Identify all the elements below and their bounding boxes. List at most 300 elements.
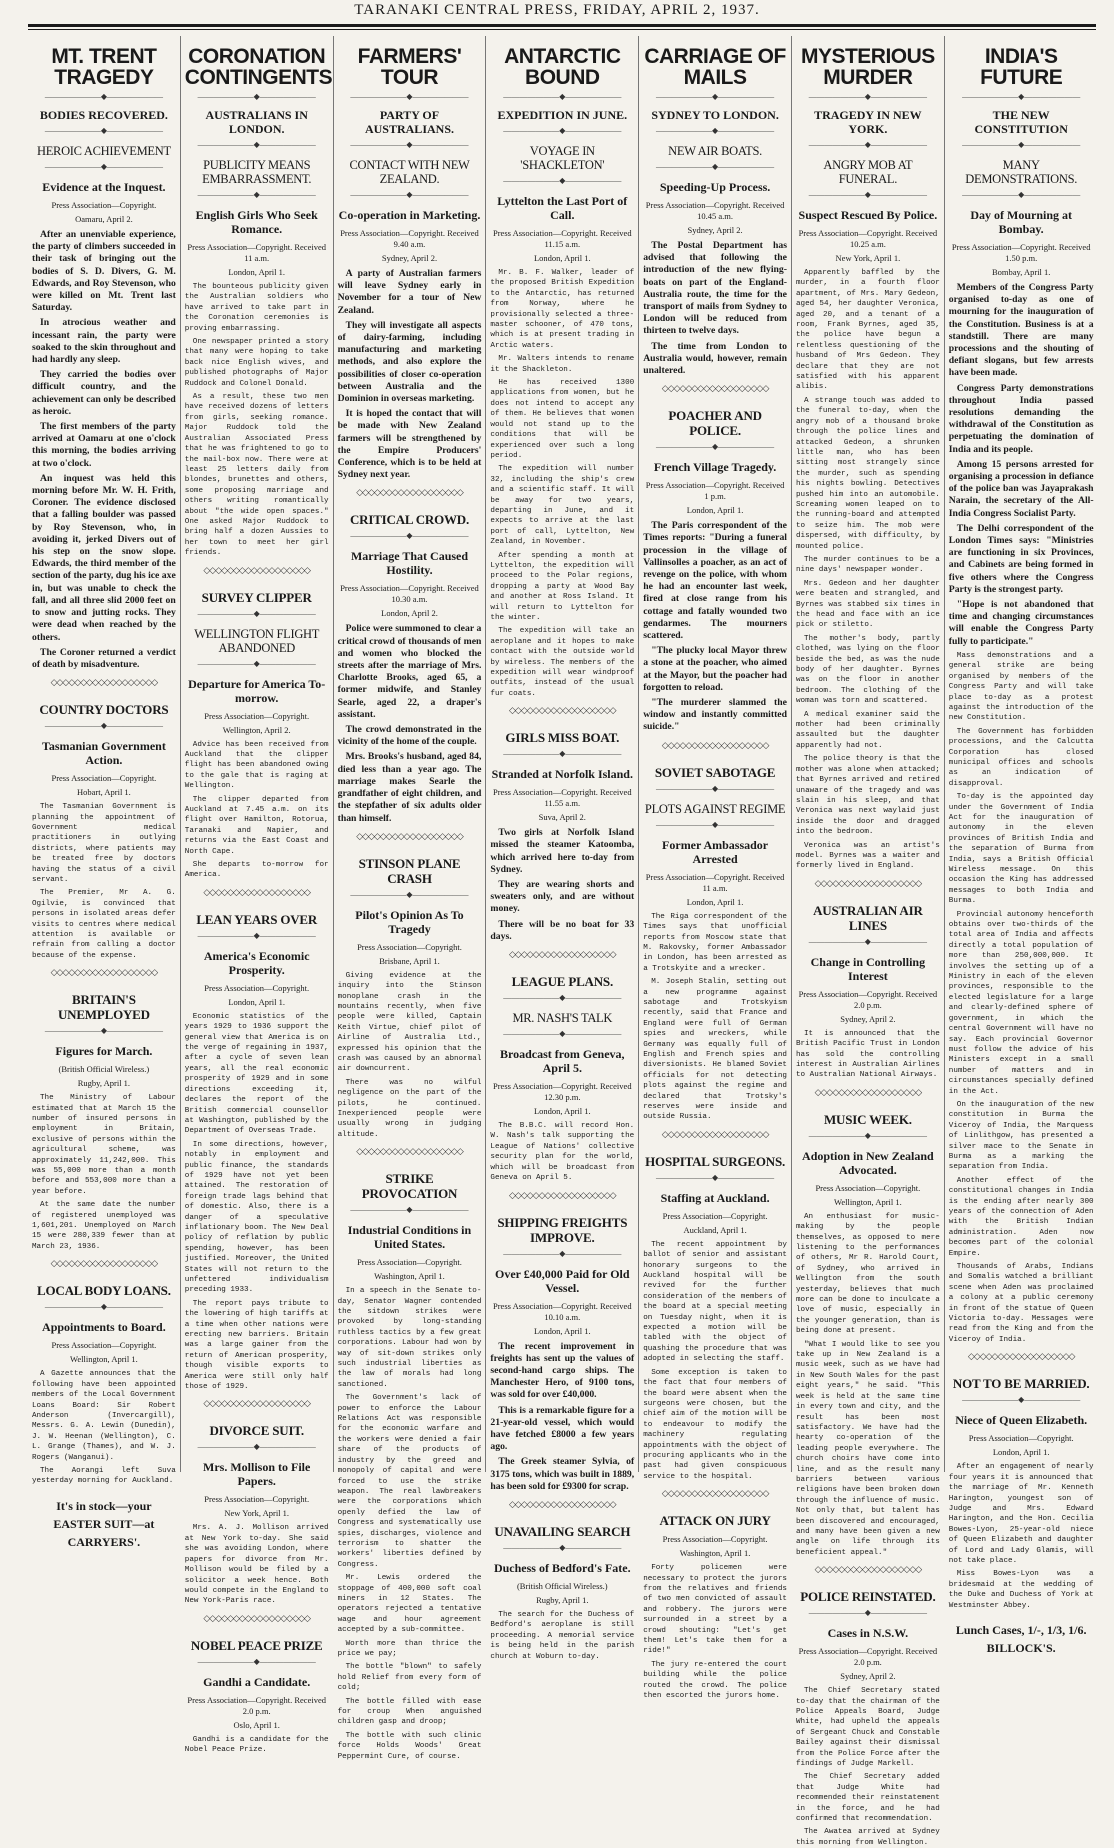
paragraph: On the inauguration of the new constitution in Burma the Viceroy of India, the Marquess of Linlithgow, has presented a silver mace to the Senate in Burma as a marking the separation from India. bbox=[948, 1100, 1094, 1172]
paragraph: The bounteous publicity given the Australian soldiers who have arrived to take part in the Coronation ceremonies is proving embarrassing. bbox=[184, 283, 329, 333]
dateline-place: London, April 1. bbox=[228, 267, 286, 277]
dateline-place: Sydney, April 2. bbox=[381, 253, 438, 263]
byline: Press Association—Copyright. Received 11 a.m. bbox=[187, 242, 326, 263]
paragraph: The Delhi correspondent of the London Times says: "Ministries are functioning in six Provinces, and Cabinets are being formed in five others where the Congress Party is the strongest party. bbox=[948, 522, 1094, 595]
headline: America's Economic Prosperity. bbox=[203, 948, 310, 977]
headline: Suspect Rescued By Police. bbox=[798, 208, 938, 222]
paragraph: The bottle with such clinic force Holds Woods' Great Peppermint Cure, of course. bbox=[337, 1731, 482, 1761]
paragraph: The expedition will take an aeroplane and it hopes to make contact with the outside world by wireless. The members of the expedition will wear windproof outfits, instead of the usual fur coats. bbox=[490, 627, 635, 698]
ornament-rule bbox=[949, 1395, 1094, 1405]
paragraph: The Riga correspondent of the Times says that unofficial reports from Moscow state that M. Rakovsky, former Ambassador in London, has been arrested as a Trotskyite and a wrecker. bbox=[643, 912, 787, 973]
ornament-rule bbox=[490, 749, 634, 759]
paragraph: Provincial autonomy henceforth obtains over two-thirds of the total area of India and affects directly a total population of more than 250,000,000. It involves the setting up of a Ministry in each of the eleven provinces, responsible to the elected legislature for a large and clearly-defined sphere of government, in which the central Government will have no say. Each provincial Governor must follow the advice of his Ministers except in a small number of matters and in circumstances specially defined in the Act. bbox=[948, 910, 1094, 1096]
paragraph: She departs to-morrow for America. bbox=[184, 861, 329, 880]
dateline-place: Sydney, April 2. bbox=[840, 1013, 896, 1024]
headline: WELLINGTON FLIGHT ABANDONED bbox=[194, 626, 320, 655]
byline: Press Association—Copyright. Received 11.55 a.m. bbox=[492, 787, 632, 809]
ornament-rule bbox=[338, 92, 482, 102]
byline: Press Association—Copyright. bbox=[357, 1257, 462, 1268]
ornament-rule bbox=[185, 140, 329, 150]
byline: Press Association—Copyright. Received 10.25 a.m. bbox=[798, 228, 938, 249]
paragraph: The Greek steamer Sylvia, of 3175 tons, which was built in 1889, has been sold for £9300 for scrap. bbox=[490, 1456, 635, 1492]
newspaper-columns bbox=[28, 36, 1098, 1847]
dateline-place: Rugby, April 1. bbox=[77, 1078, 131, 1089]
paragraph: Mrs. Gedeon and her daughter were beaten and strangled, and Byrnes was stabbed six times in the head and face with an ice pick or stiletto. bbox=[795, 579, 940, 630]
section-divider: ◇◇◇◇◇◇◇◇◇◇◇◇◇◇◇◇◇◇ bbox=[661, 383, 769, 394]
headline: Staffing at Auckland. bbox=[660, 1190, 770, 1205]
column bbox=[639, 36, 792, 1701]
dateline-place: London, April 1. bbox=[992, 1447, 1050, 1458]
headline: VOYAGE IN 'SHACKLETON' bbox=[520, 144, 605, 172]
headline: COUNTRY DOCTORS bbox=[39, 702, 169, 718]
paragraph: Mr. B. F. Walker, leader of the proposed British Expedition to the Antarctic, has returned from Norway, where he provisionally selected a three-master schooner, of 470 tons, which is at present trading in Arctic waters. bbox=[490, 269, 635, 350]
headline: LEAGUE PLANS. bbox=[511, 974, 613, 990]
paragraph: They are wearing shorts and sweaters only, and are without money. bbox=[490, 879, 635, 915]
dateline-place: Washington, April 1. bbox=[679, 1548, 751, 1559]
ornament-rule bbox=[490, 126, 634, 136]
paragraph: The bottle filled with ease for croup When anguished children gasp and droop; bbox=[337, 1697, 482, 1727]
headline: Day of Mourning at Bombay. bbox=[970, 208, 1073, 236]
ornament-rule bbox=[643, 126, 787, 136]
paragraph: Two girls at Norfolk Island missed the steamer Katoomba, which arrived here to-day from Sydney. bbox=[490, 827, 635, 875]
byline: (British Official Wireless.) bbox=[516, 1580, 608, 1591]
headline: STINSON PLANE CRASH bbox=[358, 855, 461, 886]
ornament-rule bbox=[490, 92, 634, 102]
ornament-rule bbox=[490, 1543, 634, 1553]
paragraph: In a speech in the Senate to-day, Senator Wagner contended the sitdown strikes were provoked by long-standing ruthless tactics by a few great corporations. Labour had won by way of sit-down strikes only such industrial liberties as the law of morals had long sanctioned. bbox=[337, 1287, 482, 1389]
paragraph: Giving evidence at the inquiry into the Stinson monoplane crash in the mountains recently, when five people were killed, Captain Keith Virtue, chief pilot of Airline of Australia Ltd., expressed his opinion that the crash was caused by an abnormal air downcurrent. bbox=[337, 971, 482, 1074]
paragraph: A Gazette announces that the following have been appointed members of the Local Government Loans Board: Sir Robert Anderson (Invercargill), Messrs. G. A. Lewin (Dunedin), J. W. Heenan (Wellington), C. L. Grange (Thames), and W. J. Rogers (Wanganui). bbox=[32, 1370, 176, 1462]
paragraph: It is announced that the British Pacific Trust in London has sold the controlling interest in Australian Airlines to Australian National Airways. bbox=[795, 1029, 940, 1080]
byline: Press Association—Copyright. Received 2.0 p.m. bbox=[187, 1694, 326, 1716]
section-divider: ◇◇◇◇◇◇◇◇◇◇◇◇◇◇◇◇◇◇ bbox=[508, 705, 616, 716]
paragraph: The jury re-entered the court building while the police routed the crowd. The police then escorted the jurors home. bbox=[643, 1660, 787, 1701]
byline: Press Association—Copyright. Received 2.0 p.m. bbox=[798, 1646, 938, 1668]
headline: SURVEY CLIPPER bbox=[201, 589, 312, 605]
byline: Press Association—Copyright. bbox=[968, 1433, 1074, 1444]
headline: BODIES RECOVERED. bbox=[39, 108, 168, 122]
paragraph: Advice has been received from Auckland that the clipper flight has been abandoned owing to the gale that is raging at Wellington. bbox=[184, 740, 329, 791]
ornament-rule bbox=[185, 609, 329, 619]
headline: Stranded at Norfolk Island. bbox=[491, 767, 633, 782]
section-divider: ◇◇◇◇◇◇◇◇◇◇◇◇◇◇◇◇◇◇ bbox=[661, 739, 769, 750]
headline: Co-operation in Marketing. bbox=[338, 208, 481, 222]
headline: DIVORCE SUIT. bbox=[209, 1423, 304, 1439]
ornament-rule bbox=[490, 1249, 634, 1259]
headline: SOVIET SABOTAGE bbox=[654, 764, 776, 780]
headline: Change in Controlling Interest bbox=[810, 954, 926, 983]
ornament-rule bbox=[643, 784, 787, 794]
column-headline: ANTARCTIC BOUND bbox=[504, 45, 621, 89]
paragraph: Mr. Lewis ordered the stoppage of 400,000 soft coal miners in 12 States. The operators rejected a tentative wage and hour agreement accepted by a sub-committee. bbox=[337, 1574, 482, 1635]
column-headline: MYSTERIOUS MURDER bbox=[800, 45, 935, 89]
ornament-rule bbox=[185, 92, 329, 102]
paragraph: In atrocious weather and incessant rain, the party were soaked to the skin throughout and had hardly any sleep. bbox=[32, 317, 176, 366]
paragraph: At the same date the number of registered unemployed was 1,601,201. Unemployed on March 15 were 280,339 fewer than at March 23, 1936. bbox=[32, 1201, 176, 1251]
ornament-rule bbox=[643, 92, 787, 102]
paragraph: Members of the Congress Party organised to-day as one of mourning for the inauguration of the Constitution. Business is at a standstill. There are many processions and the shouting of defiant slogans, but few arrests have been made. bbox=[948, 282, 1094, 379]
byline: Press Association—Copyright. Received 10.30 a.m. bbox=[340, 583, 479, 605]
headline: Speeding-Up Process. bbox=[659, 180, 771, 194]
byline: Press Association—Copyright. bbox=[815, 1182, 921, 1193]
headline: ANGRY MOB AT FUNERAL. bbox=[823, 158, 913, 186]
headline: ATTACK ON JURY bbox=[659, 1513, 771, 1529]
byline: Press Association—Copyright. bbox=[204, 710, 310, 721]
dateline-place: Hobart, April 1. bbox=[76, 787, 131, 798]
paragraph: M. Joseph Stalin, setting out a new programme against sabotage and Trotskyism recently, said that France and England were full of German spies and wreckers, while Germany was equally full of English and French spies and diversionists. He blamed Soviet officials for not detecting plots against the regime and declared that Trotsky's reserves were inside and outside Russia. bbox=[643, 978, 787, 1122]
paragraph: The report pays tribute to the lowering of high tariffs at a time when other nations were erecting new barriers. Britain was a large gainer from the return of American prosperity, though visible exports to America were still only half those of 1929. bbox=[184, 1299, 329, 1392]
headline: EXPEDITION IN JUNE. bbox=[497, 108, 628, 122]
paragraph: A medical examiner said the mother had been criminally assaulted but the daughter apparently had not. bbox=[795, 710, 940, 750]
masthead-rule-thin bbox=[28, 29, 1096, 30]
headline: HEROIC ACHIEVEMENT bbox=[36, 144, 171, 158]
headline: NOBEL PEACE PRIZE bbox=[190, 1637, 323, 1653]
dateline-place: London, April 1. bbox=[686, 505, 744, 516]
paragraph: Mrs. Brooks's husband, aged 84, died less than a year ago. The marriage makes Searle the grandfather of eight children, and the stepfather of six adults older than himself. bbox=[337, 751, 482, 824]
paragraph: A strange touch was added to the funeral to-day, when the angry mob of a thousand broke through the police lines and attacked Gedeon, a shrunken little man, who has been sitting most strangely since the murder, such as spending his nights bowling. Detectives pushed him into an automobile. Screaming women leaped on to the running-board and attempted to seize him. The mob were dispersed, with difficulty, by mounted police. bbox=[795, 396, 940, 551]
headline: Niece of Queen Elizabeth. bbox=[955, 1413, 1088, 1428]
section-divider: ◇◇◇◇◇◇◇◇◇◇◇◇◇◇◇◇◇◇ bbox=[50, 1258, 158, 1269]
section-divider: ◇◇◇◇◇◇◇◇◇◇◇◇◇◇◇◇◇◇ bbox=[967, 1351, 1075, 1362]
dateline-place: Oslo, April 1. bbox=[233, 1719, 280, 1730]
paragraph: After an unenviable experience, the party of climbers succeeded in their task of bringing out the bodies of S. D. Divers, G. M. Edwards, and Roy Stevenson, who were killed on Mt. Trent last Saturday. bbox=[32, 229, 176, 314]
headline: BRITAIN'S UNEMPLOYED bbox=[57, 992, 150, 1023]
headline: Tasmanian Government Action. bbox=[41, 739, 166, 768]
dateline-place: Wellington, April 1. bbox=[70, 1354, 138, 1365]
paragraph: He has received 1300 applications from women, but he does not intend to accept any of them. He believes that women would not stand up to the conditions that will be experienced over such a long period. bbox=[490, 379, 635, 460]
paragraph: Veronica was an artist's model. Byrnes was a waiter and formerly lived in England. bbox=[795, 841, 940, 871]
byline: Press Association—Copyright. bbox=[51, 200, 157, 210]
section-divider: ◇◇◇◇◇◇◇◇◇◇◇◇◇◇◇◇◇◇ bbox=[508, 949, 616, 960]
byline: Press Association—Copyright. Received 1.50 p.m. bbox=[951, 242, 1091, 263]
paragraph: Among 15 persons arrested for organising a procession in defiance of the police ban was Jayaprakash Narain, the secretary of the All-India Congress Socialist Party. bbox=[948, 458, 1094, 519]
ornament-rule bbox=[338, 531, 482, 541]
byline: Press Association—Copyright. Received 2.0 p.m. bbox=[798, 988, 938, 1010]
dateline-place: Wellington, April 2. bbox=[222, 724, 291, 735]
ornament-rule bbox=[338, 1205, 482, 1215]
paragraph: Some exception is taken to the fact that four members of the board were absent when the surgeons were chosen, but the chief aim of the motion will be to endeavour to modify the machinery regulating appointments with the object of procuring applicants who in the past had given conspicuous service to the hospital. bbox=[643, 1368, 787, 1481]
byline: Press Association—Copyright. bbox=[51, 1340, 157, 1351]
paragraph: The Ministry of Labour estimated that at March 15 the number of insured persons in employment in Britain, exclusive of persons within the agricultural scheme, was approximately 11,242,000. This was 55,000 more than a month before and 553,000 more than a year before. bbox=[32, 1094, 176, 1196]
section-divider: ◇◇◇◇◇◇◇◇◇◇◇◇◇◇◇◇◇◇ bbox=[203, 1398, 310, 1409]
paragraph: The Awatea arrived at Sydney this morning from Wellington. bbox=[795, 1828, 940, 1847]
paragraph: Congress Party demonstrations throughout India passed resolutions demanding the withdrawal of the Constitution as perpetuating the domination of India and its people. bbox=[948, 382, 1094, 455]
headline: Industrial Conditions in United States. bbox=[347, 1223, 472, 1252]
dateline-place: London, April 1. bbox=[533, 1325, 591, 1336]
dateline-place: Oamaru, April 2. bbox=[75, 214, 133, 224]
section-divider: ◇◇◇◇◇◇◇◇◇◇◇◇◇◇◇◇◇◇ bbox=[50, 677, 158, 688]
ornament-rule bbox=[643, 820, 787, 830]
paragraph: "The plucky local Mayor threw a stone at the poacher, who aimed at the Mayor, but the poacher had forgotten to reload. bbox=[643, 645, 787, 693]
paragraph: The first members of the party arrived at Oamaru at one o'clock this morning, the bodies arriving at two o'clock. bbox=[32, 421, 176, 469]
headline: Cases in N.S.W. bbox=[827, 1626, 909, 1641]
advertisement: It's in stock—your EASTER SUIT—at CARRYERS'. bbox=[53, 1498, 155, 1549]
section-divider: ◇◇◇◇◇◇◇◇◇◇◇◇◇◇◇◇◇◇ bbox=[203, 564, 310, 575]
paragraph: An enthusiast for music-making by the people themselves, as opposed to mere listening to the performances of others, Mr R. Harold Court, of Sydney, who arrived in Wellington from the south yesterday, believes that much more can be done to inculcate a love of music, especially in the younger generation, than is being done at present. bbox=[795, 1212, 940, 1336]
paragraph: Police were summoned to clear a critical crowd of thousands of men and women who blocked the streets after the marriage of Mrs. Charlotte Brooks, aged 65, a former midwife, and Stanley Searle, aged 22, a draper's assistant. bbox=[337, 623, 482, 720]
headline: AUSTRALIANS IN LONDON. bbox=[205, 108, 308, 136]
headline: LEAN YEARS OVER bbox=[196, 911, 318, 927]
byline: Press Association—Copyright. bbox=[357, 941, 462, 952]
paragraph: An inquest was held this morning before Mr. W. H. Frith, Coroner. The evidence disclosed that a falling boulder was passed by Roy Stevenson, who, in avoiding it, jerked Divers out of his step on the snow slope. Edwards, the third member of the section of the party, dug his ice axe in, but was unable to check the fall, and all three slid 2000 feet on to snow and jutting rocks. They were dead when reached by the others. bbox=[32, 472, 176, 643]
headline: TRAGEDY IN NEW YORK. bbox=[814, 108, 922, 136]
ornament-rule bbox=[32, 92, 176, 102]
ornament-rule bbox=[796, 1608, 940, 1618]
ornament-rule bbox=[643, 442, 787, 452]
dateline-place: London, April 1. bbox=[533, 253, 591, 263]
paragraph: Mr. Walters intends to rename it the Shackleton. bbox=[490, 355, 635, 374]
ornament-rule bbox=[32, 126, 176, 136]
ornament-rule bbox=[185, 659, 329, 669]
section-divider: ◇◇◇◇◇◇◇◇◇◇◇◇◇◇◇◇◇◇ bbox=[814, 1564, 922, 1575]
headline: PARTY OF AUSTRALIANS. bbox=[364, 108, 454, 136]
headline: NEW AIR BOATS. bbox=[668, 144, 762, 158]
headline: Departure for America To-morrow. bbox=[188, 676, 326, 705]
dateline: TARANAKI CENTRAL PRESS, FRIDAY, APRIL 2, 1937. bbox=[354, 2, 760, 18]
column bbox=[334, 36, 487, 1761]
paragraph: The Aorangi left Suva yesterday morning for Auckland. bbox=[32, 1466, 176, 1486]
headline: GIRLS MISS BOAT. bbox=[505, 730, 620, 746]
section-divider: ◇◇◇◇◇◇◇◇◇◇◇◇◇◇◇◇◇◇ bbox=[356, 830, 463, 841]
paragraph: This is a remarkable figure for a 21-year-old vessel, which would have fetched £8000 a few years ago. bbox=[490, 1404, 635, 1453]
headline: AUSTRALIAN AIR LINES bbox=[813, 902, 923, 933]
section-divider: ◇◇◇◇◇◇◇◇◇◇◇◇◇◇◇◇◇◇ bbox=[508, 1498, 616, 1509]
headline: POLICE REINSTATED. bbox=[800, 1589, 936, 1605]
dateline-place: London, April 2. bbox=[381, 608, 438, 619]
dateline-place: Suva, April 2. bbox=[538, 812, 586, 823]
column bbox=[486, 36, 639, 1661]
dateline-place: New York, April 1. bbox=[224, 1508, 290, 1519]
ornament-rule bbox=[796, 1131, 940, 1141]
paragraph: The Chief Secretary stated to-day that the chairman of the Police Appeals Board, Judge White, had upheld the appeals of Sergeant Chuck and Constable Bailey against their dismissal from the Police Force after the findings of Judge Markell. bbox=[795, 1687, 940, 1769]
paragraph: Gandhi is a candidate for the Nobel Peace Prize. bbox=[184, 1735, 329, 1755]
paragraph: As a result, these two men have received dozens of letters from girls, seeking romance. Major Ruddock told the Australian Associated Press that he was frightened to go to the mail-box now. There were at least 25 letters daily from blondes, brunettes and others, some proposing marriage and others writing romantically about "the wide open spaces." One asked Major Ruddock to bring half a dozen Aussies to her town to meet her girl friends. bbox=[184, 393, 329, 558]
headline: CRITICAL CROWD. bbox=[349, 512, 470, 528]
headline: Marriage That Caused Hostility. bbox=[350, 549, 469, 578]
headline: THE NEW CONSTITUTION bbox=[974, 108, 1068, 136]
byline: Press Association—Copyright. bbox=[204, 982, 310, 993]
column-headline: CORONATION CONTINGENTS bbox=[184, 45, 333, 89]
paragraph: The mother's body, partly clothed, was lying on the floor beside the bed, as was the nude body of her daughter. Byrnes was on the floor in another bedroom. The clothing of the woman was torn and scattered. bbox=[795, 634, 940, 706]
column bbox=[792, 36, 945, 1847]
paragraph: Miss Bowes-Lyon was a bridesmaid at the wedding of the Duke and Duchess of York at Westminster Abbey. bbox=[948, 1570, 1094, 1610]
ornament-rule bbox=[338, 140, 482, 150]
headline: MANY DEMONSTRATIONS. bbox=[965, 158, 1078, 186]
column bbox=[28, 36, 181, 1549]
section-divider: ◇◇◇◇◇◇◇◇◇◇◇◇◇◇◇◇◇◇ bbox=[661, 1128, 769, 1139]
paragraph: Mrs. A. J. Mollison arrived at New York to-day. She said she was avoiding London, where papers for divorce from Mr. Mollison would be filed by a solicitor a week hence. Both would compete in the England to New York-Paris race. bbox=[184, 1524, 329, 1606]
headline: Figures for March. bbox=[55, 1044, 153, 1059]
headline: Broadcast from Geneva, April 5. bbox=[500, 1047, 625, 1076]
byline: Press Association—Copyright. Received 9.40 a.m. bbox=[340, 228, 479, 249]
paragraph: The Tasmanian Government is planning the appointment of Government medical practitioners in outlying districts, where patients may be treated free by doctors having the status of a civil servant. bbox=[32, 803, 176, 884]
headline: LOCAL BODY LOANS. bbox=[37, 1283, 171, 1299]
byline: Press Association—Copyright. bbox=[51, 773, 157, 784]
byline: Press Association—Copyright. Received 10.45 a.m. bbox=[645, 200, 785, 221]
byline: Press Association—Copyright. bbox=[204, 1494, 310, 1505]
ornament-rule bbox=[796, 140, 940, 150]
dateline-place: London, April 1. bbox=[686, 896, 744, 907]
paragraph: The recent improvement in freights has sent up the values of second-hand cargo ships. The Manchester Hero, of 9100 tons, was sold for over £40,000. bbox=[490, 1340, 635, 1401]
headline: Adoption in New Zealand Advocated. bbox=[802, 1148, 934, 1177]
paragraph: The B.B.C. will record Hon. W. Nash's talk supporting the League of Nations' collective security plan for the world, which will be broadcast from Geneva on April 5. bbox=[490, 1122, 635, 1183]
paragraph: To-day is the appointed day under the Government of India Act for the inauguration of autonomy in the eleven provinces of British India and the separation of Burma from India, says a British Official Wireless message. On this occasion the King has addressed messages to both India and Burma. bbox=[948, 793, 1094, 906]
headline: POACHER AND POLICE. bbox=[668, 408, 762, 439]
headline: MUSIC WEEK. bbox=[823, 1111, 912, 1127]
headline: Pilot's Opinion As To Tragedy bbox=[355, 907, 464, 936]
headline: English Girls Who Seek Romance. bbox=[195, 208, 318, 236]
ornament-rule bbox=[32, 162, 176, 172]
ornament-rule bbox=[490, 1029, 634, 1039]
ornament-rule bbox=[643, 1173, 787, 1183]
ornament-rule bbox=[949, 92, 1094, 102]
paragraph: One newspaper printed a story that many were hoping to take back nice English wives, and published photographs of Major Ruddock and Colonel Donald. bbox=[184, 338, 329, 388]
section-divider: ◇◇◇◇◇◇◇◇◇◇◇◇◇◇◇◇◇◇ bbox=[814, 877, 922, 888]
paragraph: Another effect of the constitutional changes in India is the ending after nearly 300 years of the connection of Aden with the British Indian administration. Aden now becomes part of the colonial Empire. bbox=[948, 1176, 1094, 1258]
paragraph: The Postal Department has advised that following the introduction of the new flying-boats on part of the England-Australia route, the time for the transport of mails from Sydney to London will be reduced from thirteen to twelve days. bbox=[643, 240, 787, 337]
ornament-rule bbox=[338, 190, 482, 200]
headline: SYDNEY TO LONDON. bbox=[651, 108, 779, 122]
dateline-place: Bombay, April 1. bbox=[991, 267, 1051, 277]
paragraph: The clipper departed from Auckland at 7.45 a.m. on its flight over Hamilton, Rotorua, Taranaki and Napier, and returns via the East Coast and North Cape. bbox=[184, 795, 329, 856]
ornament-rule bbox=[338, 890, 482, 900]
paragraph: Apparently baffled by the murder, in a fourth floor apartment, of Mrs. Mary Gedeon, aged 54, her daughter Veronica, aged 20, and a tenant of a room, Frank Byrnes, aged 35, the police have begun a relentless questioning of the husband of Mrs Gedeon. They declare that they are not satisfied with his apparent alibis. bbox=[795, 269, 940, 392]
paragraph: Mass demonstrations and a general strike are being organised by members of the Congress Party and will take place to-day as a protest against the introduction of the new Constitution. bbox=[948, 651, 1094, 723]
ornament-rule bbox=[32, 1302, 176, 1312]
ornament-rule bbox=[796, 190, 940, 200]
paragraph: Thousands of Arabs, Indians and Somalis watched a brilliant scene when Aden was proclaimed a colony at a public ceremony in front of the statue of Queen Victoria to-day. Messages were read from the King and from the Viceroy of India. bbox=[948, 1263, 1094, 1344]
headline: NOT TO BE MARRIED. bbox=[952, 1376, 1090, 1392]
paragraph: Economic statistics of the years 1929 to 1936 support the general view that America is on the verge of regaining in 1937, after a cycle of seven lean years, all the real economic prosperity of 1929 and in some directions exceeding it, declares the report of the British commercial counsellor at Washington, published by the Department of Overseas Trade. bbox=[184, 1012, 329, 1136]
paragraph: The Chief Secretary added that Judge White had recommended their reinstatement in the force, and he had confirmed that recommendation. bbox=[795, 1773, 940, 1824]
section-divider: ◇◇◇◇◇◇◇◇◇◇◇◇◇◇◇◇◇◇ bbox=[814, 1086, 922, 1097]
dateline-place: Sydney, April 2. bbox=[687, 225, 743, 235]
ornament-rule bbox=[490, 993, 634, 1003]
advertisement: Lunch Cases, 1/-, 1/3, 1/6. BILLOCK'S. bbox=[955, 1622, 1087, 1655]
headline: Lyttelton the Last Port of Call. bbox=[497, 194, 628, 222]
ornament-rule bbox=[185, 190, 329, 200]
ornament-rule bbox=[796, 92, 940, 102]
paragraph: The Government has forbidden processions, and the Calcutta Corporation has closed municipal offices and schools as an indication of disapproval. bbox=[948, 727, 1094, 788]
ornament-rule bbox=[185, 1657, 329, 1667]
paragraph: A party of Australian farmers will leave Sydney early in November for a tour of New Zealand. bbox=[337, 268, 482, 316]
paragraph: The search for the Duchess of Bedford's aeroplane is still proceeding. A memorial service is being held in the parish church at Woburn to-day. bbox=[490, 1610, 635, 1661]
paragraph: The bottle "blown" to safely hold Relief from every form of cold; bbox=[337, 1663, 482, 1693]
paragraph: The Coroner returned a verdict of death by misadventure. bbox=[32, 646, 176, 670]
ornament-rule bbox=[643, 162, 787, 172]
section-divider: ◇◇◇◇◇◇◇◇◇◇◇◇◇◇◇◇◇◇ bbox=[356, 1146, 463, 1157]
paragraph: After spending a month at Lyttelton, the expedition will proceed to the Polar regions, dropping a party at Wood Bay and another at Ross Island. It will return to Lyttelton for the winter. bbox=[490, 551, 635, 622]
paragraph: The recent appointment by ballot of senior and assistant honorary surgeons to the Auckland hospital will be revived for the further consideration of the members of the board at a special meeting on Tuesday night, when it is expected a motion will be tabled with the object of quashing the procedure that was adopted in selecting the staff. bbox=[643, 1240, 787, 1364]
headline: Over £40,000 Paid for Old Vessel. bbox=[495, 1266, 630, 1295]
dateline-place: Wellington, April 1. bbox=[833, 1196, 902, 1207]
headline: PLOTS AGAINST REGIME bbox=[644, 801, 786, 816]
column bbox=[945, 36, 1098, 1655]
headline: HOSPITAL SURGEONS. bbox=[645, 1153, 786, 1169]
headline: STRIKE PROVOCATION bbox=[361, 1171, 458, 1202]
dateline-place: Rugby, April 1. bbox=[536, 1594, 589, 1605]
ornament-rule bbox=[490, 176, 634, 186]
dateline-place: Brisbane, April 1. bbox=[379, 955, 440, 966]
paragraph: In some directions, however, notably in employment and public finance, the standards of 1929 have not yet been attained. The restoration of foreign trade lags behind that of domestic. Also, there is a danger of a speculative inflationary boom. The New Deal policy of reflation by public spending, however, has been justified. Moreover, the United States will not return to the unfettered individualism preceding 1933. bbox=[184, 1140, 329, 1295]
headline: UNAVAILING SEARCH bbox=[494, 1523, 631, 1539]
ornament-rule bbox=[796, 937, 940, 947]
byline: Press Association—Copyright. bbox=[662, 1210, 768, 1221]
paragraph: The time from London to Australia would, however, remain unaltered. bbox=[643, 340, 787, 377]
ornament-rule bbox=[949, 140, 1094, 150]
paragraph: There was no wilful negligence on the part of the pilots, he continued. Inexperienced people were usually wrong in judging altitude. bbox=[337, 1078, 482, 1139]
byline: Press Association—Copyright. Received 11 a.m. bbox=[645, 871, 785, 893]
paragraph: "The murderer slammed the window and instantly committed suicide." bbox=[643, 697, 787, 733]
byline: Press Association—Copyright. Received 11.15 a.m. bbox=[492, 228, 632, 249]
ornament-rule bbox=[949, 190, 1094, 200]
byline: Press Association—Copyright. Received 12.30 p.m. bbox=[492, 1081, 632, 1103]
byline: (British Official Wireless.) bbox=[58, 1064, 150, 1075]
ornament-rule bbox=[32, 1026, 176, 1036]
ornament-rule bbox=[32, 721, 176, 731]
masthead-rule bbox=[28, 24, 1096, 27]
ornament-rule bbox=[185, 1442, 329, 1452]
column-headline: MT. TRENT TRAGEDY bbox=[51, 45, 157, 89]
headline: Former Ambassador Arrested bbox=[662, 837, 769, 866]
headline: Mrs. Mollison to File Papers. bbox=[203, 1460, 311, 1489]
paragraph: The Government's lack of power to enforce the Labour Relations Act was responsible for the economic warfare and the workers were denied a fair share of the products of industry by the greed and monopoly of capital and were forced to use the strike weapon. The real lawbreakers were the corporations which openly defied the law of Congress and systematically use spies, discharges, violence and terrorism to shatter the workers' liberties defined by Congress. bbox=[337, 1394, 482, 1569]
paragraph: Worth more than thrice the price we pay; bbox=[337, 1639, 482, 1659]
headline: French Village Tragedy. bbox=[653, 460, 777, 475]
column-headline: FARMERS' TOUR bbox=[357, 45, 462, 89]
paragraph: The police theory is that the mother was alone when attacked; that Byrnes arrived and retired unaware of the tragedy and was slain in his sleep, and that Veronica was next waylaid just inside the door and dragged into the bedroom. bbox=[795, 755, 940, 837]
paragraph: The crowd demonstrated in the vicinity of the home of the couple. bbox=[337, 724, 482, 748]
headline: Gandhi a Candidate. bbox=[203, 1674, 311, 1689]
column-headline: INDIA'S FUTURE bbox=[980, 45, 1063, 89]
byline: Press Association—Copyright. bbox=[662, 1534, 768, 1545]
paragraph: The expedition will number 32, including the ship's crew and a scientific staff. It will be away for two years, departing in June, and it expects to arrive at the last port of call, Lyttelton, New Zealand, in November. bbox=[490, 465, 635, 547]
dateline-place: New York, April 1. bbox=[835, 253, 901, 263]
section-divider: ◇◇◇◇◇◇◇◇◇◇◇◇◇◇◇◇◇◇ bbox=[50, 967, 158, 978]
headline: PUBLICITY MEANS EMBARRASSMENT. bbox=[202, 158, 312, 186]
byline: Press Association—Copyright. Received 10.10 a.m. bbox=[492, 1300, 632, 1322]
dateline-place: Auckland, April 1. bbox=[683, 1224, 747, 1235]
column-headline: CARRIAGE OF MAILS bbox=[644, 45, 786, 89]
paragraph: There will be no boat for 33 days. bbox=[490, 918, 635, 942]
paragraph: After an engagement of nearly four years it is announced that the marriage of Mr. Kenneth Harington, youngest son of Judge and Mrs. Edward Harington, and the Hon. Cecilia Bowes-Lyon, 25-year-old niece of Queen Elizabeth and daughter of Lord and Lady Glamis, will not take place. bbox=[948, 1463, 1094, 1565]
paragraph: "Hope is not abandoned that time and changing circumstances will enable the Congress Party fully to participate." bbox=[948, 599, 1094, 647]
section-divider: ◇◇◇◇◇◇◇◇◇◇◇◇◇◇◇◇◇◇ bbox=[356, 487, 463, 498]
dateline-place: Sydney, April 2. bbox=[840, 1671, 896, 1682]
section-divider: ◇◇◇◇◇◇◇◇◇◇◇◇◇◇◇◇◇◇ bbox=[203, 886, 310, 897]
section-divider: ◇◇◇◇◇◇◇◇◇◇◇◇◇◇◇◇◇◇ bbox=[203, 1612, 310, 1623]
paragraph: It is hoped the contact that will be made with New Zealand farmers will be strengthened by the Empire Producers' Conference, which is to be held at Sydney next year. bbox=[337, 408, 482, 481]
headline: MR. NASH'S TALK bbox=[512, 1011, 613, 1026]
ornament-rule bbox=[185, 931, 329, 941]
dateline-place: London, April 1. bbox=[228, 996, 286, 1007]
paragraph: The murder continues to be a nine days' newspaper wonder. bbox=[795, 555, 940, 575]
paragraph: "What I would like to see you take up in New Zealand is a music week, such as we have had in New South Wales for the past eight years," he said. "This week is held at the same time in every town and city, and the result has been most satisfactory. We have had the hearty co-operation of the leading people everywhere. The church choirs have come into line, and as the result many barriers between various religions have been broken down through the influence of music. Not only that, but talent has been discovered and encouraged, and many have been given a new angle on life through its beneficient appeal." bbox=[795, 1340, 940, 1557]
headline: Duchess of Bedford's Fate. bbox=[493, 1560, 631, 1575]
headline: Evidence at the Inquest. bbox=[42, 180, 166, 194]
headline: Appointments to Board. bbox=[42, 1320, 166, 1335]
paragraph: Forty policemen were necessary to protect the jurors from the relatives and friends of two men convicted of assault and robbery. The jurors were surrounded in a street by a crowd shouting: "Let's get them! Let's take them for a ride!" bbox=[643, 1564, 787, 1656]
paragraph: They will investigate all aspects of dairy-farming, including manufacturing and marketing methods, and also explore the possibilities of closer co-operation between Australia and the Dominion in overseas marketing. bbox=[337, 319, 482, 405]
column bbox=[181, 36, 334, 1755]
headline: CONTACT WITH NEW ZEALAND. bbox=[349, 158, 470, 186]
byline: Press Association—Copyright. Received 1 p.m. bbox=[645, 480, 785, 502]
section-divider: ◇◇◇◇◇◇◇◇◇◇◇◇◇◇◇◇◇◇ bbox=[661, 1488, 769, 1499]
section-divider: ◇◇◇◇◇◇◇◇◇◇◇◇◇◇◇◇◇◇ bbox=[508, 1189, 616, 1200]
headline: SHIPPING FREIGHTS IMPROVE. bbox=[497, 1214, 628, 1245]
paragraph: The Paris correspondent of the Times reports: "During a funeral procession in the village of Vallinsolles a poacher, as an act of revenge on the police, with whom he had an encounter last week, fired at close range from his cottage and fatally wounded two gendarmes. The mourners scattered. bbox=[643, 520, 787, 642]
masthead bbox=[0, 0, 1114, 40]
